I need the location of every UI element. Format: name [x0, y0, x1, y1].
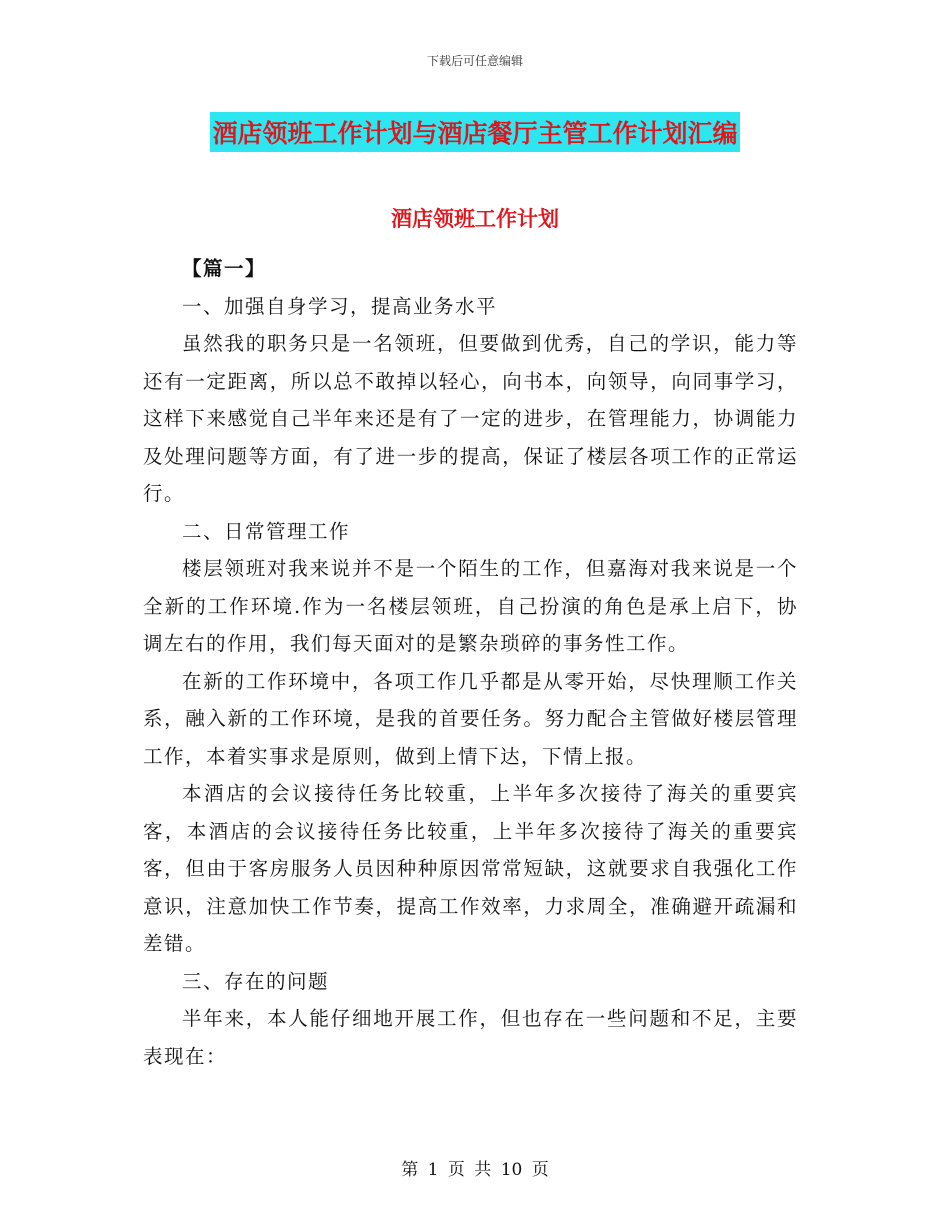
page-footer: 第 1 页 共 10 页 — [401, 1160, 549, 1180]
document-title: 酒店领班工作计划与酒店餐厅主管工作计划汇编 — [210, 112, 739, 152]
heading-2: 二、日常管理工作 — [182, 519, 351, 543]
document-body — [143, 250, 798, 1075]
heading-3: 三、存在的问题 — [182, 969, 330, 993]
heading-1: 一、加强自身学习，提高业务水平 — [182, 294, 498, 318]
chapter-label: 【篇一】 — [182, 257, 267, 280]
paragraph-1: 虽然我的职务只是一名领班，但要做到优秀，自己的学识，能力等还有一定距离，所以总不敢掉以轻心，向书本，向领导，向同事学习，这样下来感觉自己半年来还是有了一定的进步，在管理能力，协调能力及处理问题等方面，有了进一步的提高，保证了楼层各项工作的正常运行。 — [143, 332, 798, 505]
paragraph-3: 在新的工作环境中，各项工作几乎都是从零开始，尽快理顺工作关系，融入新的工作环境，是我的首要任务。努力配合主管做好楼层管理工作，本着实事求是原则，做到上情下达，下情上报。 — [143, 669, 798, 768]
paragraph-5: 半年来，本人能仔细地开展工作，但也存在一些问题和不足，主要表现在： — [143, 1007, 798, 1068]
header-note: 下载后可任意编辑 — [426, 54, 523, 68]
paragraph-4: 本酒店的会议接待任务比较重，上半年多次接待了海关的重要宾客，本酒店的会议接待任务比较重，上半年多次接待了海关的重要宾客，但由于客房服务人员因种种原因常常短缺，这就要求自我强化工作意识，注意加快工作节奏，提高工作效率，力求周全，准确避开疏漏和差错。 — [143, 782, 798, 955]
document-title-container — [0, 112, 950, 152]
paragraph-2: 楼层领班对我来说并不是一个陌生的工作，但嘉海对我来说是一个全新的工作环境.作为一名楼层领班，自己扮演的角色是承上启下，协调左右的作用，我们每天面对的是繁杂琐碎的事务性工作。 — [143, 557, 798, 655]
section-title: 酒店领班工作计划 — [391, 206, 559, 231]
